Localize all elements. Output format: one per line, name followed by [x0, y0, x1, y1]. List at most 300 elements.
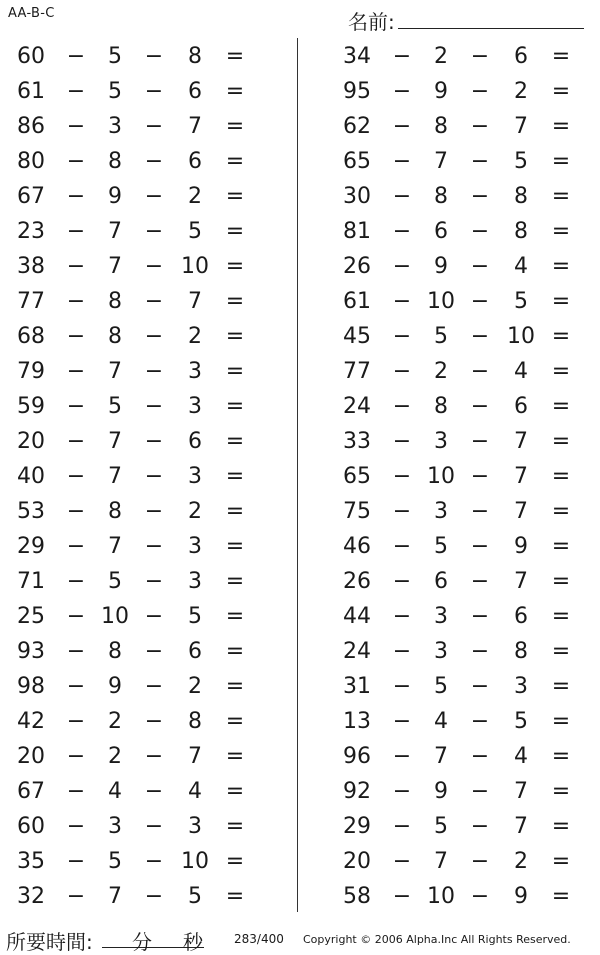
equals-sign: = [225, 324, 245, 349]
subtrahend: 8 [108, 149, 122, 174]
problem-row [326, 493, 600, 528]
subtrahend: 5 [434, 674, 448, 699]
subtrahend: 3 [188, 359, 202, 384]
subtrahend: 9 [434, 254, 448, 279]
subtrahend: 9 [514, 884, 528, 909]
equals-sign: = [225, 219, 245, 244]
problem-row [326, 423, 600, 458]
minus-sign: − [66, 359, 86, 384]
minus-sign: − [66, 114, 86, 139]
problem-row [326, 178, 600, 213]
subtrahend: 10 [507, 324, 535, 349]
minus-sign: − [392, 464, 412, 489]
minuend: 77 [343, 359, 371, 384]
subtrahend: 5 [188, 604, 202, 629]
name-field-line [398, 28, 584, 29]
equals-sign: = [225, 779, 245, 804]
minus-sign: − [144, 814, 164, 839]
subtrahend: 8 [434, 184, 448, 209]
minuend: 29 [17, 534, 45, 559]
minus-sign: − [66, 219, 86, 244]
subtrahend: 6 [514, 44, 528, 69]
subtrahend: 3 [188, 464, 202, 489]
problem-row [326, 668, 600, 703]
subtrahend: 10 [427, 464, 455, 489]
subtrahend: 7 [188, 114, 202, 139]
equals-sign: = [225, 289, 245, 314]
equals-sign: = [551, 884, 571, 909]
problem-row [326, 633, 600, 668]
minus-sign: − [392, 324, 412, 349]
equals-sign: = [225, 464, 245, 489]
problem-row [0, 283, 280, 318]
minus-sign: − [392, 79, 412, 104]
minus-sign: − [144, 499, 164, 524]
subtrahend: 3 [108, 814, 122, 839]
subtrahend: 2 [434, 359, 448, 384]
minuend: 58 [343, 884, 371, 909]
minuend: 44 [343, 604, 371, 629]
subtrahend: 10 [427, 884, 455, 909]
subtrahend: 3 [514, 674, 528, 699]
minus-sign: − [392, 639, 412, 664]
minus-sign: − [66, 569, 86, 594]
subtrahend: 5 [108, 44, 122, 69]
subtrahend: 7 [514, 569, 528, 594]
subtrahend: 4 [188, 779, 202, 804]
minuend: 80 [17, 149, 45, 174]
minus-sign: − [66, 639, 86, 664]
subtrahend: 4 [514, 254, 528, 279]
minuend: 79 [17, 359, 45, 384]
minuend: 65 [343, 149, 371, 174]
minus-sign: − [470, 464, 490, 489]
minus-sign: − [392, 359, 412, 384]
subtrahend: 10 [181, 849, 209, 874]
minus-sign: − [144, 79, 164, 104]
problem-row [326, 213, 600, 248]
subtrahend: 8 [514, 184, 528, 209]
minuend: 40 [17, 464, 45, 489]
minuend: 33 [343, 429, 371, 454]
minus-sign: − [470, 849, 490, 874]
subtrahend: 3 [188, 814, 202, 839]
minus-sign: − [66, 849, 86, 874]
minus-sign: − [144, 744, 164, 769]
minuend: 13 [343, 709, 371, 734]
subtrahend: 4 [514, 359, 528, 384]
minuend: 59 [17, 394, 45, 419]
minus-sign: − [470, 604, 490, 629]
subtrahend: 5 [434, 814, 448, 839]
problem-row [0, 633, 280, 668]
minus-sign: − [470, 779, 490, 804]
minus-sign: − [392, 184, 412, 209]
minus-sign: − [392, 534, 412, 559]
subtrahend: 7 [514, 779, 528, 804]
minuend: 67 [17, 184, 45, 209]
problem-row [326, 528, 600, 563]
problem-row [326, 738, 600, 773]
equals-sign: = [225, 604, 245, 629]
equals-sign: = [551, 464, 571, 489]
minuend: 92 [343, 779, 371, 804]
subtrahend: 7 [108, 429, 122, 454]
equals-sign: = [551, 709, 571, 734]
equals-sign: = [551, 359, 571, 384]
problem-row [0, 38, 280, 73]
minus-sign: − [470, 429, 490, 454]
problem-row [326, 843, 600, 878]
minus-sign: − [66, 814, 86, 839]
subtrahend: 3 [188, 569, 202, 594]
minus-sign: − [392, 779, 412, 804]
minus-sign: − [144, 429, 164, 454]
problem-row [0, 458, 280, 493]
subtrahend: 7 [434, 849, 448, 874]
problem-row [326, 38, 600, 73]
worksheet-code: AA-B-C [8, 6, 55, 21]
subtrahend: 7 [514, 499, 528, 524]
minuend: 77 [17, 289, 45, 314]
minus-sign: − [392, 744, 412, 769]
minus-sign: − [66, 79, 86, 104]
minuend: 24 [343, 394, 371, 419]
subtrahend: 2 [108, 744, 122, 769]
minuend: 86 [17, 114, 45, 139]
equals-sign: = [551, 254, 571, 279]
subtrahend: 3 [188, 394, 202, 419]
problem-row [326, 143, 600, 178]
subtrahend: 9 [434, 79, 448, 104]
subtrahend: 7 [188, 289, 202, 314]
minus-sign: − [392, 219, 412, 244]
subtrahend: 2 [108, 709, 122, 734]
problem-row [0, 143, 280, 178]
problem-row [326, 458, 600, 493]
equals-sign: = [551, 569, 571, 594]
equals-sign: = [225, 639, 245, 664]
minus-sign: − [144, 534, 164, 559]
minus-sign: − [66, 604, 86, 629]
subtrahend: 5 [434, 324, 448, 349]
minus-sign: − [470, 254, 490, 279]
subtrahend: 8 [108, 639, 122, 664]
equals-sign: = [551, 849, 571, 874]
problem-row [0, 248, 280, 283]
equals-sign: = [225, 429, 245, 454]
subtrahend: 7 [514, 429, 528, 454]
problem-row [326, 73, 600, 108]
name-label: 名前: [348, 10, 395, 34]
minuend: 34 [343, 44, 371, 69]
minus-sign: − [66, 184, 86, 209]
subtrahend: 3 [434, 604, 448, 629]
problem-row [326, 773, 600, 808]
equals-sign: = [551, 324, 571, 349]
equals-sign: = [551, 44, 571, 69]
minus-sign: − [144, 849, 164, 874]
minus-sign: − [66, 464, 86, 489]
problem-row [0, 353, 280, 388]
subtrahend: 6 [434, 219, 448, 244]
problem-row [0, 318, 280, 353]
subtrahend: 9 [108, 184, 122, 209]
equals-sign: = [225, 149, 245, 174]
problem-row [0, 738, 280, 773]
problem-row [0, 878, 280, 913]
minuend: 96 [343, 744, 371, 769]
subtrahend: 8 [108, 499, 122, 524]
minus-sign: − [470, 149, 490, 174]
problem-row [326, 353, 600, 388]
equals-sign: = [551, 184, 571, 209]
subtrahend: 6 [514, 604, 528, 629]
subtrahend: 5 [514, 289, 528, 314]
subtrahend: 6 [188, 149, 202, 174]
minus-sign: − [144, 184, 164, 209]
minuend: 35 [17, 849, 45, 874]
subtrahend: 5 [188, 884, 202, 909]
minus-sign: − [392, 394, 412, 419]
subtrahend: 3 [434, 499, 448, 524]
equals-sign: = [551, 394, 571, 419]
subtrahend: 2 [188, 499, 202, 524]
equals-sign: = [225, 254, 245, 279]
column-divider [297, 38, 298, 912]
equals-sign: = [551, 429, 571, 454]
problem-row [326, 808, 600, 843]
equals-sign: = [551, 604, 571, 629]
equals-sign: = [551, 814, 571, 839]
subtrahend: 8 [188, 44, 202, 69]
subtrahend: 5 [514, 149, 528, 174]
subtrahend: 4 [434, 709, 448, 734]
minus-sign: − [144, 779, 164, 804]
minus-sign: − [144, 709, 164, 734]
problem-row [326, 318, 600, 353]
problem-row [326, 703, 600, 738]
time-required-label: 所要時間: [6, 930, 93, 954]
minus-sign: − [470, 79, 490, 104]
subtrahend: 7 [108, 359, 122, 384]
subtrahend: 6 [514, 394, 528, 419]
subtrahend: 9 [108, 674, 122, 699]
equals-sign: = [551, 744, 571, 769]
minus-sign: − [144, 44, 164, 69]
minuend: 32 [17, 884, 45, 909]
subtrahend: 4 [514, 744, 528, 769]
subtrahend: 5 [188, 219, 202, 244]
subtrahend: 10 [181, 254, 209, 279]
minus-sign: − [470, 44, 490, 69]
minus-sign: − [144, 289, 164, 314]
problem-row [0, 563, 280, 598]
subtrahend: 10 [427, 289, 455, 314]
equals-sign: = [225, 569, 245, 594]
minus-sign: − [66, 289, 86, 314]
minus-sign: − [66, 779, 86, 804]
minuend: 46 [343, 534, 371, 559]
subtrahend: 7 [108, 884, 122, 909]
minus-sign: − [392, 814, 412, 839]
subtrahend: 7 [514, 114, 528, 139]
minus-sign: − [392, 604, 412, 629]
subtrahend: 8 [514, 219, 528, 244]
problem-row [0, 843, 280, 878]
subtrahend: 8 [514, 639, 528, 664]
equals-sign: = [551, 114, 571, 139]
equals-sign: = [551, 534, 571, 559]
minutes-label: 分 [132, 930, 152, 954]
subtrahend: 8 [108, 324, 122, 349]
page-number: 283/400 [234, 932, 284, 946]
subtrahend: 5 [108, 394, 122, 419]
minuend: 26 [343, 254, 371, 279]
minuend: 53 [17, 499, 45, 524]
minuend: 68 [17, 324, 45, 349]
subtrahend: 3 [434, 429, 448, 454]
minus-sign: − [470, 674, 490, 699]
subtrahend: 7 [108, 219, 122, 244]
subtrahend: 3 [108, 114, 122, 139]
minus-sign: − [144, 464, 164, 489]
minuend: 60 [17, 814, 45, 839]
subtrahend: 2 [514, 849, 528, 874]
minus-sign: − [66, 429, 86, 454]
minuend: 20 [17, 429, 45, 454]
minus-sign: − [66, 499, 86, 524]
minuend: 60 [17, 44, 45, 69]
equals-sign: = [551, 499, 571, 524]
problem-row [0, 773, 280, 808]
problem-row [0, 423, 280, 458]
subtrahend: 2 [188, 184, 202, 209]
problem-row [0, 108, 280, 143]
subtrahend: 5 [434, 534, 448, 559]
minuend: 95 [343, 79, 371, 104]
equals-sign: = [551, 219, 571, 244]
subtrahend: 6 [188, 429, 202, 454]
minuend: 98 [17, 674, 45, 699]
minus-sign: − [66, 149, 86, 174]
equals-sign: = [225, 394, 245, 419]
problem-row [326, 283, 600, 318]
minus-sign: − [392, 254, 412, 279]
equals-sign: = [225, 79, 245, 104]
subtrahend: 4 [108, 779, 122, 804]
equals-sign: = [225, 744, 245, 769]
minus-sign: − [392, 849, 412, 874]
problem-row [326, 563, 600, 598]
minus-sign: − [144, 604, 164, 629]
minuend: 29 [343, 814, 371, 839]
subtrahend: 7 [108, 464, 122, 489]
problem-row [0, 493, 280, 528]
minuend: 61 [343, 289, 371, 314]
minus-sign: − [144, 114, 164, 139]
subtrahend: 5 [108, 569, 122, 594]
minus-sign: − [470, 534, 490, 559]
minuend: 25 [17, 604, 45, 629]
subtrahend: 7 [434, 744, 448, 769]
minus-sign: − [392, 884, 412, 909]
minus-sign: − [392, 499, 412, 524]
equals-sign: = [225, 884, 245, 909]
subtrahend: 9 [514, 534, 528, 559]
minus-sign: − [66, 324, 86, 349]
subtrahend: 6 [188, 639, 202, 664]
minus-sign: − [392, 674, 412, 699]
minus-sign: − [470, 499, 490, 524]
minus-sign: − [470, 639, 490, 664]
equals-sign: = [551, 289, 571, 314]
problem-column-right [326, 38, 600, 913]
problem-row [326, 388, 600, 423]
equals-sign: = [225, 534, 245, 559]
minuend: 65 [343, 464, 371, 489]
minuend: 20 [17, 744, 45, 769]
minus-sign: − [392, 44, 412, 69]
minuend: 31 [343, 674, 371, 699]
problem-row [0, 178, 280, 213]
minus-sign: − [144, 639, 164, 664]
subtrahend: 8 [434, 114, 448, 139]
subtrahend: 9 [434, 779, 448, 804]
subtrahend: 2 [188, 324, 202, 349]
problem-row [0, 808, 280, 843]
minus-sign: − [66, 254, 86, 279]
minus-sign: − [144, 359, 164, 384]
equals-sign: = [225, 814, 245, 839]
equals-sign: = [551, 779, 571, 804]
minuend: 42 [17, 709, 45, 734]
subtrahend: 2 [434, 44, 448, 69]
minus-sign: − [470, 394, 490, 419]
subtrahend: 5 [514, 709, 528, 734]
minuend: 23 [17, 219, 45, 244]
copyright-text: Copyright © 2006 Alpha.Inc All Rights Reserved. [303, 933, 571, 946]
subtrahend: 7 [108, 254, 122, 279]
minuend: 71 [17, 569, 45, 594]
subtrahend: 8 [108, 289, 122, 314]
equals-sign: = [225, 359, 245, 384]
subtrahend: 7 [514, 464, 528, 489]
minus-sign: − [144, 254, 164, 279]
equals-sign: = [551, 639, 571, 664]
minus-sign: − [66, 744, 86, 769]
minus-sign: − [66, 674, 86, 699]
minuend: 24 [343, 639, 371, 664]
minus-sign: − [470, 359, 490, 384]
minus-sign: − [66, 394, 86, 419]
subtrahend: 7 [108, 534, 122, 559]
minuend: 75 [343, 499, 371, 524]
subtrahend: 7 [434, 149, 448, 174]
minus-sign: − [144, 324, 164, 349]
minus-sign: − [470, 324, 490, 349]
minus-sign: − [144, 569, 164, 594]
minuend: 26 [343, 569, 371, 594]
problem-row [0, 528, 280, 563]
problem-row [326, 878, 600, 913]
minuend: 67 [17, 779, 45, 804]
minuend: 62 [343, 114, 371, 139]
minus-sign: − [470, 184, 490, 209]
subtrahend: 7 [514, 814, 528, 839]
subtrahend: 5 [108, 79, 122, 104]
problem-row [0, 598, 280, 633]
